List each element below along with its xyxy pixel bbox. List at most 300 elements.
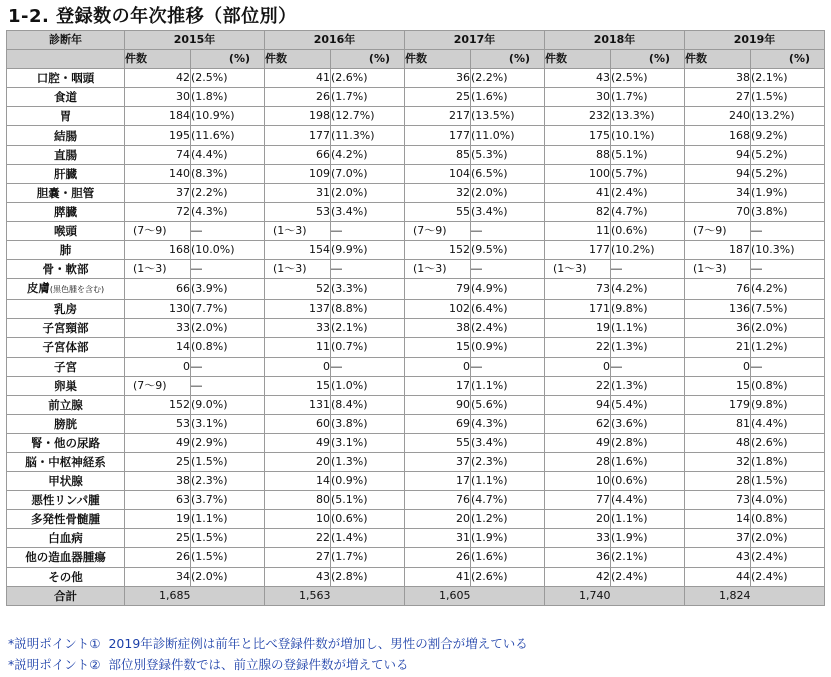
pct-cell: (12.7%) bbox=[331, 107, 405, 126]
count-cell: 73 bbox=[545, 279, 611, 300]
pct-cell: (2.2%) bbox=[191, 183, 265, 202]
pct-cell: (2.8%) bbox=[611, 433, 685, 452]
count-cell: 28 bbox=[685, 472, 751, 491]
count-cell: 38 bbox=[405, 319, 471, 338]
table-row bbox=[7, 221, 825, 240]
site-label: 口腔・咽頭 bbox=[36, 71, 95, 86]
count-cell: 154 bbox=[265, 241, 331, 260]
pct-header: (%) bbox=[191, 50, 265, 69]
pct-cell: (9.9%) bbox=[331, 241, 405, 260]
count-cell: 152 bbox=[125, 395, 191, 414]
count-cell: 82 bbox=[545, 202, 611, 221]
site-label: 白血病 bbox=[48, 531, 83, 546]
pct-header: (%) bbox=[331, 50, 405, 69]
table-row bbox=[7, 414, 825, 433]
year-header: 2019年 bbox=[685, 31, 825, 50]
pct-cell: (13.5%) bbox=[471, 107, 545, 126]
pct-cell: ― bbox=[471, 221, 545, 240]
pct-cell: (3.4%) bbox=[331, 202, 405, 221]
pct-cell: (5.3%) bbox=[471, 145, 545, 164]
note-2 bbox=[8, 655, 408, 673]
pct-cell: (1.7%) bbox=[331, 548, 405, 567]
pct-cell: (2.3%) bbox=[471, 452, 545, 471]
site-label: 皮膚 bbox=[26, 281, 50, 296]
site-label: 前立腺 bbox=[48, 397, 83, 412]
pct-cell: (1.5%) bbox=[751, 88, 825, 107]
count-cell: 30 bbox=[545, 88, 611, 107]
pct-cell: (11.3%) bbox=[331, 126, 405, 145]
count-cell: 76 bbox=[405, 491, 471, 510]
site-label: 他の造血器腫瘍 bbox=[25, 550, 106, 565]
site-label: 腎・他の尿路 bbox=[31, 435, 100, 450]
pct-cell: (9.8%) bbox=[611, 300, 685, 319]
count-cell: 26 bbox=[265, 88, 331, 107]
count-cell: 37 bbox=[125, 183, 191, 202]
pct-cell: (11.0%) bbox=[471, 126, 545, 145]
count-cell: 22 bbox=[545, 338, 611, 357]
count-cell: (7～9) bbox=[405, 221, 471, 240]
count-cell: 14 bbox=[265, 472, 331, 491]
count-cell: 34 bbox=[685, 183, 751, 202]
count-cell: 41 bbox=[545, 183, 611, 202]
table-row bbox=[7, 126, 825, 145]
count-cell: 17 bbox=[405, 376, 471, 395]
count-cell: 90 bbox=[405, 395, 471, 414]
pct-cell: (5.2%) bbox=[751, 164, 825, 183]
site-label: 肝臓 bbox=[54, 166, 77, 181]
pct-cell: (1.2%) bbox=[751, 338, 825, 357]
pct-cell: (1.9%) bbox=[611, 529, 685, 548]
count-cell: 43 bbox=[685, 548, 751, 567]
site-label: 胃 bbox=[59, 109, 72, 124]
count-cell: 85 bbox=[405, 145, 471, 164]
pct-cell: (5.4%) bbox=[611, 395, 685, 414]
pct-cell: (1.8%) bbox=[191, 88, 265, 107]
count-cell: 88 bbox=[545, 145, 611, 164]
table-row bbox=[7, 338, 825, 357]
count-header: 件数 bbox=[265, 50, 331, 69]
pct-cell: (1.0%) bbox=[331, 376, 405, 395]
pct-header: (%) bbox=[751, 50, 825, 69]
site-label: 脳・中枢神経系 bbox=[25, 455, 106, 470]
count-cell: 38 bbox=[685, 69, 751, 88]
count-cell: 19 bbox=[125, 510, 191, 529]
site-label: 結腸 bbox=[54, 128, 77, 143]
site-label: 膀胱 bbox=[54, 416, 77, 431]
count-cell: 48 bbox=[685, 433, 751, 452]
table-row bbox=[7, 433, 825, 452]
count-cell: 30 bbox=[125, 88, 191, 107]
count-cell: 63 bbox=[125, 491, 191, 510]
total-value: 1,563 bbox=[265, 586, 405, 605]
count-cell: 74 bbox=[125, 145, 191, 164]
pct-cell: (7.5%) bbox=[751, 300, 825, 319]
pct-cell: ― bbox=[191, 357, 265, 376]
count-cell: 52 bbox=[265, 279, 331, 300]
site-label: 肺 bbox=[59, 243, 72, 258]
pct-cell: (1.1%) bbox=[611, 319, 685, 338]
pct-cell: (3.4%) bbox=[471, 202, 545, 221]
count-cell: 27 bbox=[685, 88, 751, 107]
year-header: 2015年 bbox=[125, 31, 265, 50]
pct-cell: (0.6%) bbox=[611, 221, 685, 240]
pct-cell: (1.7%) bbox=[331, 88, 405, 107]
count-cell: 187 bbox=[685, 241, 751, 260]
table-row bbox=[7, 241, 825, 260]
count-cell: (1～3) bbox=[685, 260, 751, 279]
site-name bbox=[7, 357, 125, 376]
count-cell: 33 bbox=[125, 319, 191, 338]
site-name bbox=[7, 376, 125, 395]
count-cell: 36 bbox=[685, 319, 751, 338]
site-name bbox=[7, 491, 125, 510]
pct-cell: (1.3%) bbox=[611, 376, 685, 395]
pct-cell: (1.4%) bbox=[331, 529, 405, 548]
pct-cell: (1.2%) bbox=[471, 510, 545, 529]
count-cell: 66 bbox=[265, 145, 331, 164]
pct-cell: (7.7%) bbox=[191, 300, 265, 319]
note-text: 部位別登録件数では、前立腺の登録件数が増えている bbox=[108, 657, 409, 672]
table-row bbox=[7, 376, 825, 395]
table-row bbox=[7, 472, 825, 491]
pct-cell: (2.9%) bbox=[191, 433, 265, 452]
count-header: 件数 bbox=[685, 50, 751, 69]
count-cell: 19 bbox=[545, 319, 611, 338]
table-row bbox=[7, 510, 825, 529]
pct-cell: (1.3%) bbox=[331, 452, 405, 471]
pct-cell: (2.5%) bbox=[611, 69, 685, 88]
site-name bbox=[7, 202, 125, 221]
site-label: 甲状腺 bbox=[48, 474, 83, 489]
pct-cell: (3.8%) bbox=[331, 414, 405, 433]
sub-header-row bbox=[7, 50, 825, 69]
pct-cell: (4.9%) bbox=[471, 279, 545, 300]
site-label: 子宮 bbox=[54, 359, 77, 374]
site-name bbox=[7, 338, 125, 357]
site-name bbox=[7, 88, 125, 107]
pct-cell: (1.1%) bbox=[191, 510, 265, 529]
year-header: 2018年 bbox=[545, 31, 685, 50]
year-header: 2017年 bbox=[405, 31, 545, 50]
pct-cell: ― bbox=[331, 221, 405, 240]
table-row bbox=[7, 357, 825, 376]
count-cell: 33 bbox=[265, 319, 331, 338]
count-cell: 22 bbox=[265, 529, 331, 548]
count-cell: 94 bbox=[685, 145, 751, 164]
total-value: 1,824 bbox=[685, 586, 825, 605]
pct-cell: ― bbox=[471, 260, 545, 279]
count-cell: 14 bbox=[685, 510, 751, 529]
site-name bbox=[7, 567, 125, 586]
site-name bbox=[7, 548, 125, 567]
site-label: 卵巣 bbox=[54, 378, 77, 393]
pct-cell: ― bbox=[611, 260, 685, 279]
count-cell: 15 bbox=[405, 338, 471, 357]
pct-cell: (1.8%) bbox=[751, 452, 825, 471]
count-cell: 42 bbox=[545, 567, 611, 586]
pct-cell: (1.5%) bbox=[191, 529, 265, 548]
site-name bbox=[7, 126, 125, 145]
pct-cell: ― bbox=[611, 357, 685, 376]
pct-cell: (4.4%) bbox=[751, 414, 825, 433]
site-name bbox=[7, 510, 125, 529]
count-cell: 109 bbox=[265, 164, 331, 183]
pct-cell: (9.5%) bbox=[471, 241, 545, 260]
count-header: 件数 bbox=[405, 50, 471, 69]
pct-cell: (3.9%) bbox=[191, 279, 265, 300]
count-cell: 76 bbox=[685, 279, 751, 300]
pct-cell: (2.0%) bbox=[471, 183, 545, 202]
count-cell: 0 bbox=[265, 357, 331, 376]
count-cell: 104 bbox=[405, 164, 471, 183]
table-row bbox=[7, 395, 825, 414]
site-name bbox=[7, 300, 125, 319]
pct-cell: (11.6%) bbox=[191, 126, 265, 145]
pct-cell: (8.3%) bbox=[191, 164, 265, 183]
site-note: (黒色腫を含む) bbox=[49, 285, 105, 295]
count-cell: 77 bbox=[545, 491, 611, 510]
count-cell: 70 bbox=[685, 202, 751, 221]
count-cell: 25 bbox=[125, 529, 191, 548]
pct-cell: ― bbox=[191, 376, 265, 395]
site-label: 乳房 bbox=[54, 302, 77, 317]
pct-cell: (7.0%) bbox=[331, 164, 405, 183]
site-label: 胆嚢・胆管 bbox=[36, 185, 95, 200]
note-text: 2019年診断症例は前年と比べ登録件数が増加し、男性の割合が増えている bbox=[108, 636, 528, 651]
site-name bbox=[7, 319, 125, 338]
count-cell: (7～9) bbox=[125, 376, 191, 395]
year-header-row bbox=[7, 31, 825, 50]
count-cell: 36 bbox=[405, 69, 471, 88]
site-name bbox=[7, 395, 125, 414]
count-cell: 17 bbox=[405, 472, 471, 491]
count-cell: 81 bbox=[685, 414, 751, 433]
count-cell: 11 bbox=[545, 221, 611, 240]
pct-cell: (2.6%) bbox=[331, 69, 405, 88]
site-label: 悪性リンパ腫 bbox=[31, 493, 100, 508]
count-cell: 15 bbox=[265, 376, 331, 395]
table-row bbox=[7, 164, 825, 183]
count-cell: 240 bbox=[685, 107, 751, 126]
count-cell: 20 bbox=[265, 452, 331, 471]
count-cell: 14 bbox=[125, 338, 191, 357]
pct-cell: (0.6%) bbox=[331, 510, 405, 529]
pct-cell: (2.0%) bbox=[751, 529, 825, 548]
table-row bbox=[7, 202, 825, 221]
note-tag: *説明ポイント① bbox=[8, 636, 101, 651]
count-cell: 168 bbox=[685, 126, 751, 145]
site-name bbox=[7, 183, 125, 202]
table-row bbox=[7, 69, 825, 88]
pct-cell: (5.7%) bbox=[611, 164, 685, 183]
pct-cell: (10.3%) bbox=[751, 241, 825, 260]
pct-cell: (2.6%) bbox=[471, 567, 545, 586]
table-row bbox=[7, 567, 825, 586]
table-row bbox=[7, 145, 825, 164]
count-cell: 72 bbox=[125, 202, 191, 221]
note-1 bbox=[8, 634, 528, 652]
pct-cell: (3.1%) bbox=[331, 433, 405, 452]
count-cell: 33 bbox=[545, 529, 611, 548]
count-cell: 28 bbox=[545, 452, 611, 471]
pct-cell: (1.1%) bbox=[471, 472, 545, 491]
pct-cell: (9.0%) bbox=[191, 395, 265, 414]
site-name bbox=[7, 107, 125, 126]
count-cell: (1～3) bbox=[545, 260, 611, 279]
count-cell: 130 bbox=[125, 300, 191, 319]
pct-cell: (2.0%) bbox=[751, 319, 825, 338]
count-cell: 168 bbox=[125, 241, 191, 260]
pct-header: (%) bbox=[471, 50, 545, 69]
table-row bbox=[7, 491, 825, 510]
registration-table bbox=[6, 30, 825, 606]
pct-cell: ― bbox=[751, 357, 825, 376]
count-cell: 62 bbox=[545, 414, 611, 433]
count-cell: 177 bbox=[545, 241, 611, 260]
site-label: 子宮体部 bbox=[42, 340, 89, 355]
pct-cell: (1.6%) bbox=[471, 88, 545, 107]
pct-cell: (2.1%) bbox=[331, 319, 405, 338]
count-cell: 53 bbox=[125, 414, 191, 433]
site-name bbox=[7, 472, 125, 491]
pct-cell: ― bbox=[191, 221, 265, 240]
count-cell: 66 bbox=[125, 279, 191, 300]
pct-cell: (1.5%) bbox=[191, 548, 265, 567]
pct-cell: (2.0%) bbox=[331, 183, 405, 202]
count-cell: 49 bbox=[265, 433, 331, 452]
pct-cell: (4.3%) bbox=[191, 202, 265, 221]
pct-cell: (4.2%) bbox=[751, 279, 825, 300]
pct-cell: ― bbox=[751, 221, 825, 240]
pct-cell: (2.0%) bbox=[191, 319, 265, 338]
count-cell: (1～3) bbox=[265, 260, 331, 279]
count-cell: 171 bbox=[545, 300, 611, 319]
pct-cell: (1.1%) bbox=[611, 510, 685, 529]
count-cell: 0 bbox=[545, 357, 611, 376]
table-row bbox=[7, 107, 825, 126]
pct-cell: (4.0%) bbox=[751, 491, 825, 510]
count-cell: 38 bbox=[125, 472, 191, 491]
pct-cell: (1.7%) bbox=[611, 88, 685, 107]
pct-cell: (1.3%) bbox=[611, 338, 685, 357]
pct-cell: (4.7%) bbox=[471, 491, 545, 510]
count-cell: 20 bbox=[545, 510, 611, 529]
pct-cell: (4.4%) bbox=[191, 145, 265, 164]
note-tag: *説明ポイント② bbox=[8, 657, 101, 672]
pct-cell: (6.4%) bbox=[471, 300, 545, 319]
page-title: 1-2. 登録数の年次推移（部位別） bbox=[8, 6, 297, 27]
count-cell: 42 bbox=[125, 69, 191, 88]
pct-cell: (2.4%) bbox=[611, 567, 685, 586]
site-name bbox=[7, 241, 125, 260]
count-cell: 53 bbox=[265, 202, 331, 221]
count-cell: 22 bbox=[545, 376, 611, 395]
pct-cell: (2.1%) bbox=[611, 548, 685, 567]
pct-cell: (10.1%) bbox=[611, 126, 685, 145]
count-cell: 31 bbox=[265, 183, 331, 202]
count-cell: 69 bbox=[405, 414, 471, 433]
pct-cell: (3.3%) bbox=[331, 279, 405, 300]
site-label: 喉頭 bbox=[54, 223, 77, 238]
count-cell: 26 bbox=[405, 548, 471, 567]
pct-cell: (2.4%) bbox=[751, 567, 825, 586]
total-value: 1,740 bbox=[545, 586, 685, 605]
count-cell: 49 bbox=[545, 433, 611, 452]
table-row bbox=[7, 183, 825, 202]
site-name bbox=[7, 529, 125, 548]
count-cell: 102 bbox=[405, 300, 471, 319]
table-row bbox=[7, 529, 825, 548]
year-header: 2016年 bbox=[265, 31, 405, 50]
pct-cell: (5.2%) bbox=[751, 145, 825, 164]
count-cell: 25 bbox=[405, 88, 471, 107]
count-cell: 11 bbox=[265, 338, 331, 357]
pct-cell: (3.4%) bbox=[471, 433, 545, 452]
pct-cell: (1.9%) bbox=[471, 529, 545, 548]
pct-cell: (13.3%) bbox=[611, 107, 685, 126]
count-cell: 198 bbox=[265, 107, 331, 126]
table-row bbox=[7, 548, 825, 567]
pct-cell: (0.9%) bbox=[331, 472, 405, 491]
site-label: 骨・軟部 bbox=[42, 262, 89, 277]
count-cell: 137 bbox=[265, 300, 331, 319]
count-cell: 94 bbox=[685, 164, 751, 183]
site-label: その他 bbox=[48, 569, 83, 584]
count-cell: 140 bbox=[125, 164, 191, 183]
pct-cell: (4.7%) bbox=[611, 202, 685, 221]
table-row bbox=[7, 279, 825, 300]
pct-cell: (0.6%) bbox=[611, 472, 685, 491]
count-cell: 15 bbox=[685, 376, 751, 395]
table-row bbox=[7, 260, 825, 279]
pct-cell: ― bbox=[331, 260, 405, 279]
site-name bbox=[7, 279, 125, 300]
pct-header: (%) bbox=[611, 50, 685, 69]
pct-cell: (3.1%) bbox=[191, 414, 265, 433]
count-cell: 55 bbox=[405, 202, 471, 221]
count-cell: 10 bbox=[265, 510, 331, 529]
site-label: 多発性骨髄腫 bbox=[31, 512, 100, 527]
site-label: 直腸 bbox=[54, 147, 77, 162]
pct-cell: (2.0%) bbox=[191, 567, 265, 586]
count-cell: 25 bbox=[125, 452, 191, 471]
site-name bbox=[7, 164, 125, 183]
count-cell: 79 bbox=[405, 279, 471, 300]
count-cell: 32 bbox=[685, 452, 751, 471]
site-name bbox=[7, 452, 125, 471]
pct-cell: (1.5%) bbox=[751, 472, 825, 491]
table-row bbox=[7, 319, 825, 338]
count-cell: 232 bbox=[545, 107, 611, 126]
count-cell: 21 bbox=[685, 338, 751, 357]
site-name bbox=[7, 221, 125, 240]
count-cell: 177 bbox=[265, 126, 331, 145]
table-row bbox=[7, 300, 825, 319]
count-header: 件数 bbox=[545, 50, 611, 69]
pct-cell: (8.4%) bbox=[331, 395, 405, 414]
count-cell: 27 bbox=[265, 548, 331, 567]
pct-cell: (2.5%) bbox=[191, 69, 265, 88]
pct-cell: (6.5%) bbox=[471, 164, 545, 183]
pct-cell: (4.4%) bbox=[611, 491, 685, 510]
total-value: 1,685 bbox=[125, 586, 265, 605]
site-label: 膵臓 bbox=[54, 204, 77, 219]
count-cell: 37 bbox=[685, 529, 751, 548]
count-cell: 37 bbox=[405, 452, 471, 471]
pct-cell: (2.4%) bbox=[751, 548, 825, 567]
pct-cell: (2.4%) bbox=[471, 319, 545, 338]
pct-cell: (0.7%) bbox=[331, 338, 405, 357]
